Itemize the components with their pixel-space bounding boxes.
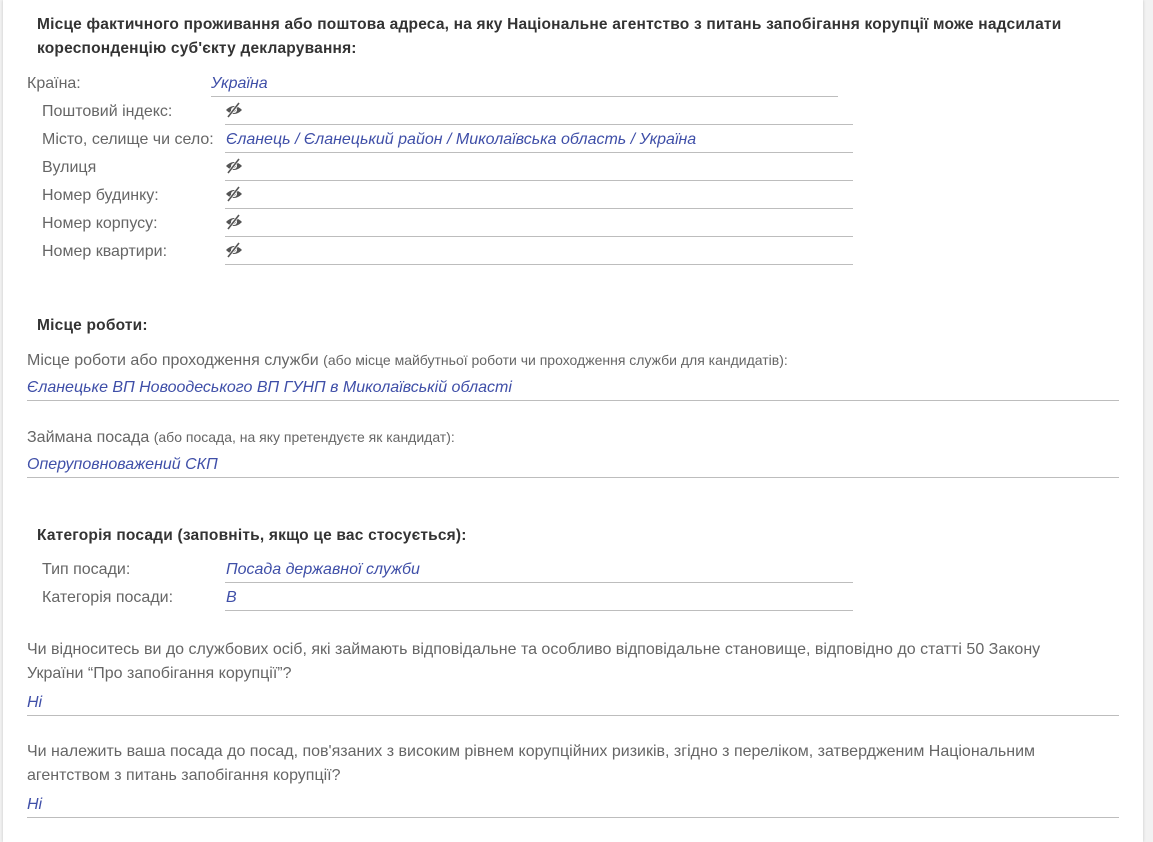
question-1-underline — [27, 715, 1119, 716]
work-place-note: (або місце майбутньої роботи чи проходження служби для кандидатів): — [323, 352, 788, 368]
work-place-label — [27, 350, 788, 371]
position-value: Оперуповноважений СКП — [27, 456, 218, 473]
question-2-line2: агентством з питань запобігання корупції? — [27, 767, 341, 784]
question-corruption-risk — [27, 740, 1127, 788]
position-type-underline — [225, 582, 853, 583]
postal-underline — [225, 124, 853, 125]
position-type-label: Тип посади: — [42, 561, 131, 578]
question-1-answer: Ні — [27, 694, 43, 711]
country-label: Країна: — [27, 75, 81, 92]
street-hidden-eye-slash-icon — [225, 158, 243, 174]
city-label: Місто, селище чи село: — [42, 131, 214, 148]
position-category-label: Категорія посади: — [42, 589, 174, 606]
question-2-underline — [27, 817, 1119, 818]
apartment-label: Номер квартири: — [42, 243, 168, 260]
question-responsible-position — [27, 638, 1127, 686]
building-underline — [225, 236, 853, 237]
house-underline — [225, 208, 853, 209]
position-type-value: Посада державної служби — [226, 561, 420, 578]
position-underline — [27, 477, 1119, 478]
house-hidden-eye-slash-icon — [225, 186, 243, 202]
position-category-underline — [225, 610, 853, 611]
question-2-line1: Чи належить ваша посада до посад, пов'язаних з високим рівнем корупційних ризиків, згідно з переліком, затвердженим Національним — [27, 743, 1036, 760]
street-underline — [225, 180, 853, 181]
apartment-underline — [225, 264, 853, 265]
building-label: Номер корпусу: — [42, 215, 158, 232]
country-underline — [211, 96, 838, 97]
city-value: Єланець / Єланецький район / Миколаївська область / Україна — [226, 131, 697, 148]
house-label: Номер будинку: — [42, 187, 159, 204]
position-note: (або посада, на яку претендуєте як кандидат): — [153, 429, 455, 445]
postal-label: Поштовий індекс: — [42, 103, 173, 120]
country-value: Україна — [211, 75, 268, 92]
work-heading: Місце роботи: — [37, 317, 148, 334]
work-place-label-text: Місце роботи або проходження служби — [27, 352, 319, 369]
question-2-answer: Ні — [27, 796, 43, 813]
address-heading — [37, 13, 1061, 61]
address-heading-line2: кореспонденцію суб'єкту декларування: — [37, 40, 357, 57]
postal-hidden-eye-slash-icon — [225, 102, 243, 118]
work-place-value: Єланецьке ВП Новоодеського ВП ГУНП в Миколаївській області — [27, 379, 512, 396]
street-label: Вулиця — [42, 159, 97, 176]
address-heading-line1: Місце фактичного проживання або поштова адреса, на яку Національне агентство з питань запобігання корупції може надсилати — [37, 16, 1062, 33]
apartment-hidden-eye-slash-icon — [225, 242, 243, 258]
position-category-value: В — [226, 589, 237, 606]
position-label-text: Займана посада — [27, 429, 150, 446]
question-1-line1: Чи відноситесь ви до службових осіб, які займають відповідальне та особливо відповідальне становище, відповідно до статті 50 Закону — [27, 641, 1041, 658]
city-underline — [225, 152, 853, 153]
work-place-underline — [27, 400, 1119, 401]
building-hidden-eye-slash-icon — [225, 214, 243, 230]
category-heading: Категорія посади (заповніть, якщо це вас стосується): — [37, 527, 467, 544]
question-1-line2: України “Про запобігання корупції”? — [27, 665, 292, 682]
position-label — [27, 427, 455, 448]
